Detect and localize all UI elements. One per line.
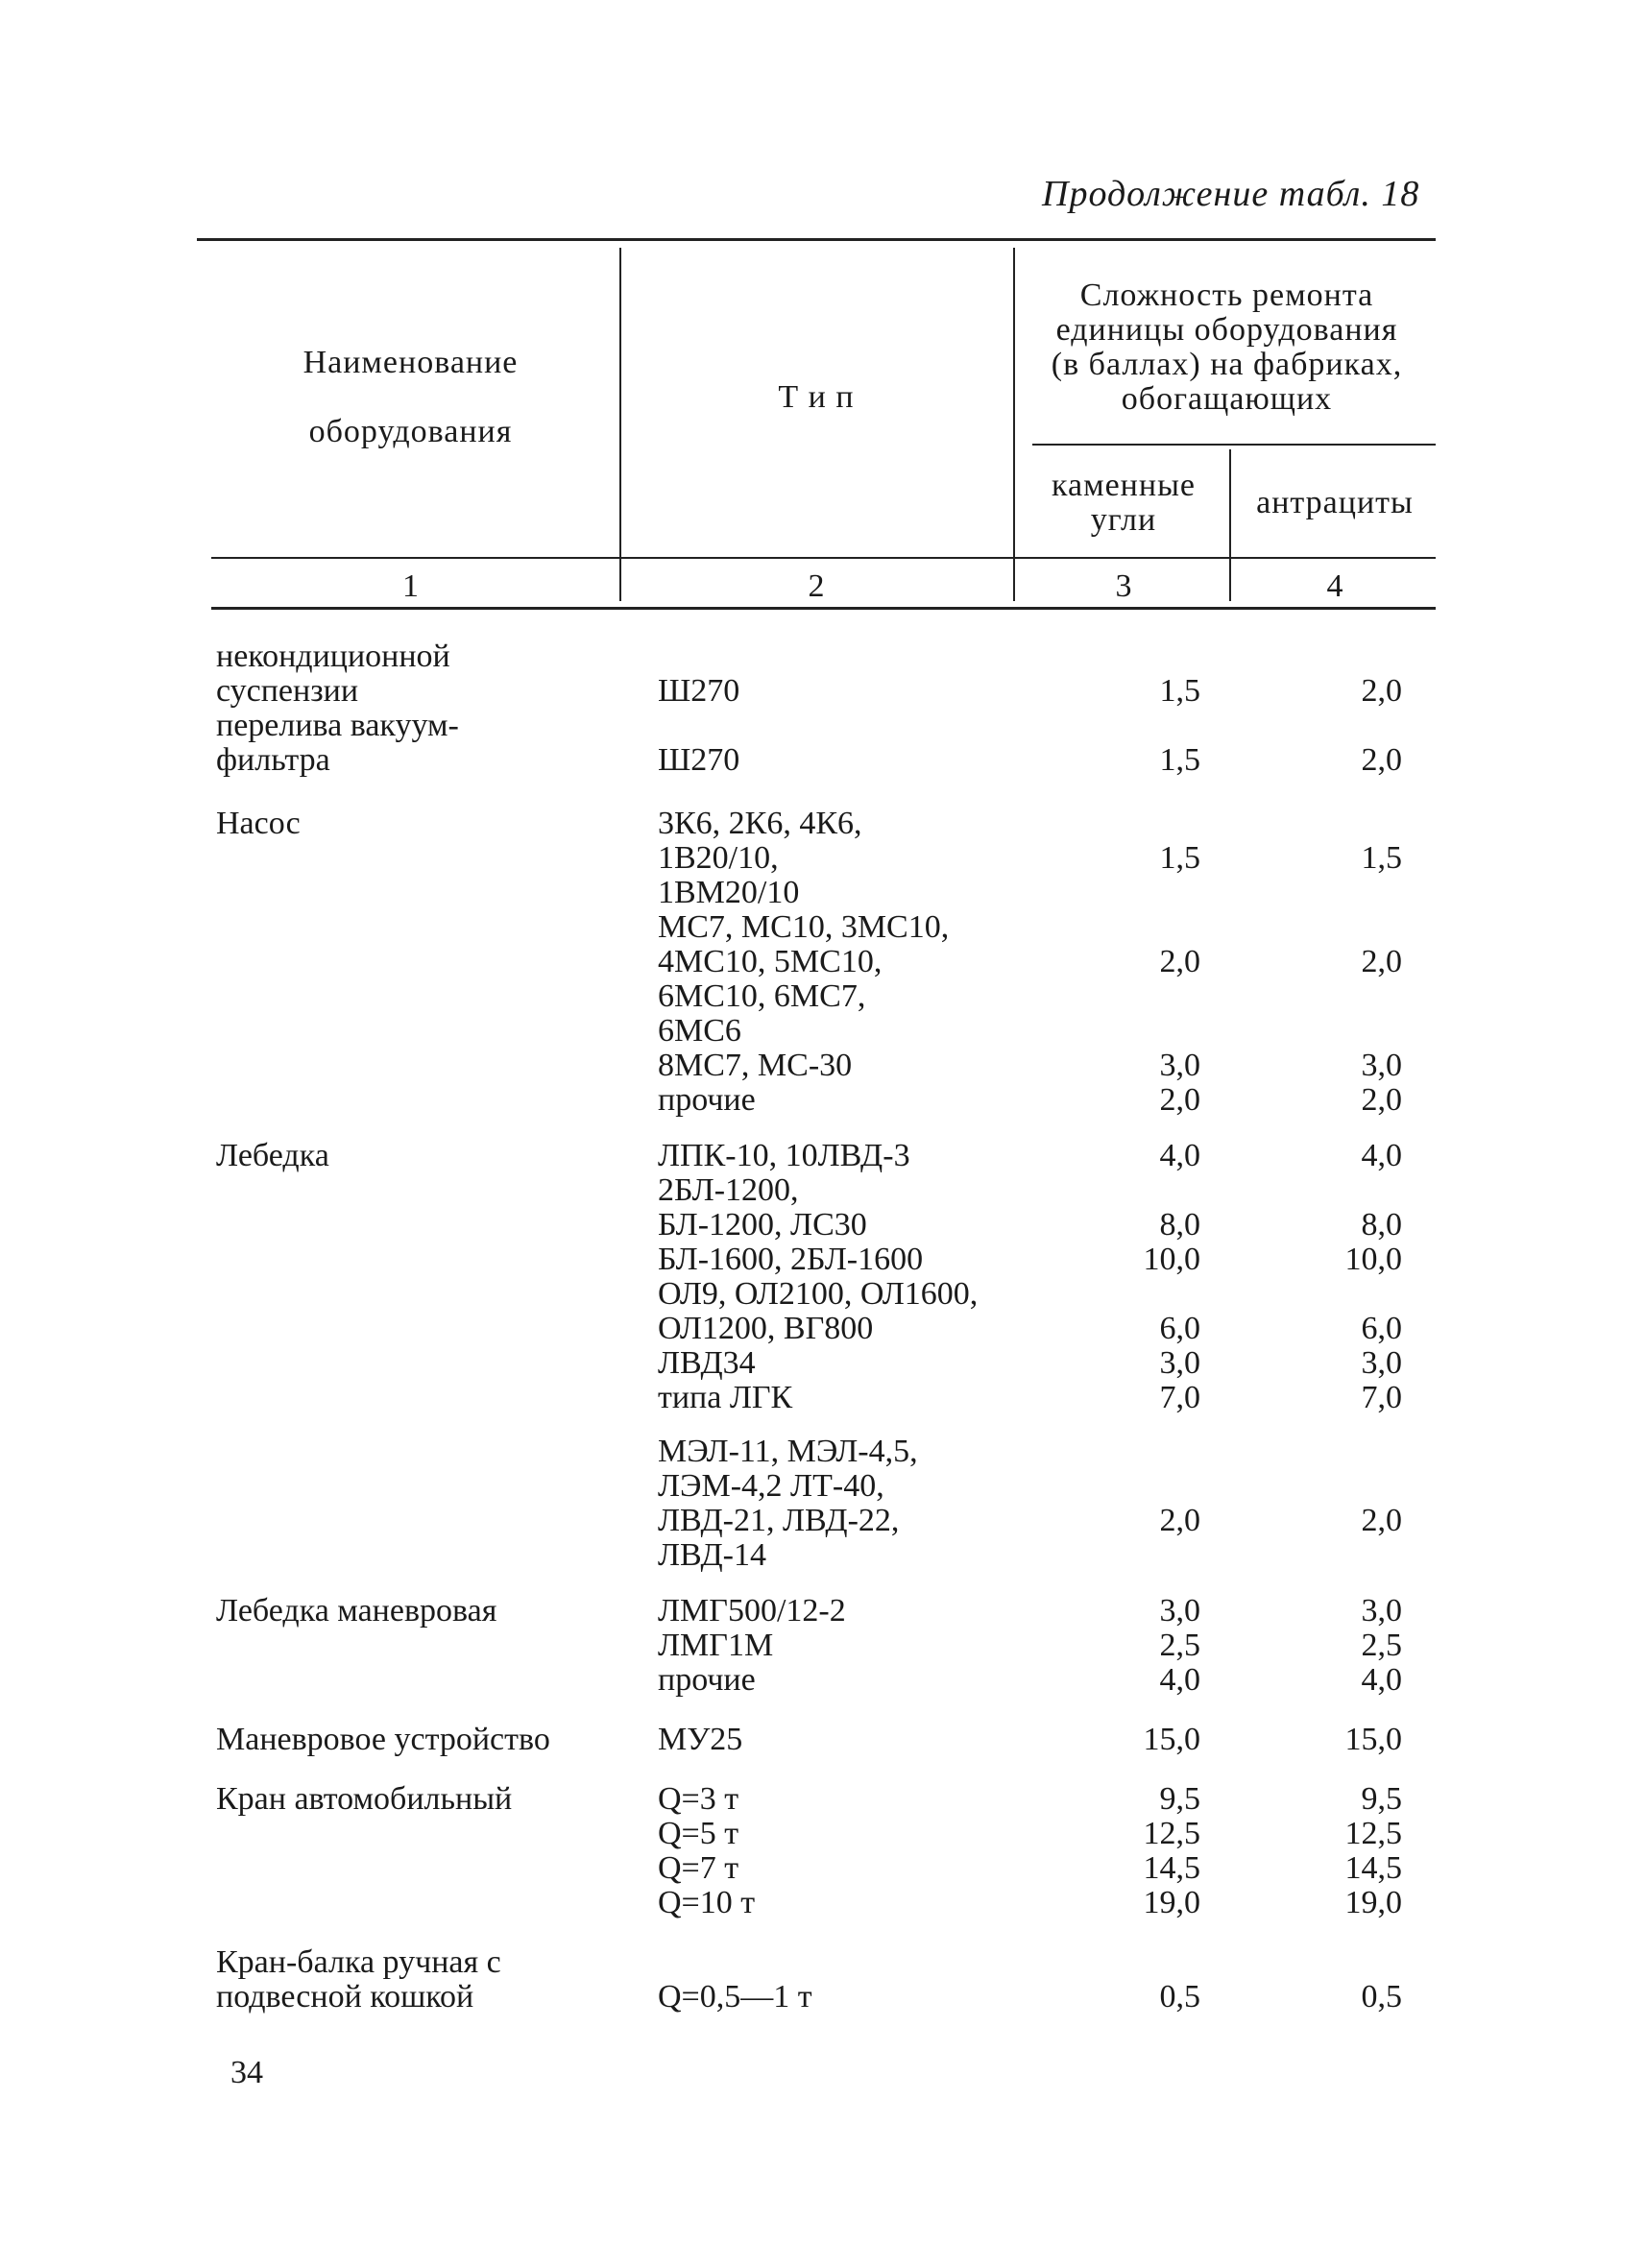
cell-coal-complexity: 12,5 <box>1143 1816 1200 1851</box>
cell-type: Ш270 <box>658 673 740 709</box>
table-caption: Продолжение табл. 18 <box>1042 174 1420 214</box>
cell-coal-complexity: 4,0 <box>1159 1662 1200 1698</box>
cell-anthracite-complexity: 8,0 <box>1361 1207 1402 1243</box>
cell-equipment-name: Лебедка <box>216 1138 329 1173</box>
cell-anthracite-complexity: 3,0 <box>1361 1593 1402 1629</box>
cell-equipment-name: подвесной кошкой <box>216 1979 474 2015</box>
cell-type: ЛМГ500/12-2 <box>658 1593 846 1629</box>
cell-equipment-name: перелива вакуум- <box>216 708 459 743</box>
cell-type: ОЛ1200, ВГ800 <box>658 1311 874 1346</box>
cell-type: ЛЭМ-4,2 ЛТ-40, <box>658 1468 884 1504</box>
cell-equipment-name: суспензии <box>216 673 359 709</box>
header-group-line4: обогащающих <box>1121 381 1333 417</box>
cell-anthracite-complexity: 3,0 <box>1361 1048 1402 1083</box>
cell-anthracite-complexity: 19,0 <box>1344 1885 1402 1920</box>
cell-type: МС7, МС10, 3МС10, <box>658 909 950 945</box>
cell-coal-complexity: 3,0 <box>1159 1345 1200 1381</box>
cell-type: МЭЛ-11, МЭЛ-4,5, <box>658 1434 918 1469</box>
cell-coal-complexity: 1,5 <box>1159 673 1200 709</box>
cell-anthracite-complexity: 2,0 <box>1361 944 1402 979</box>
cell-type: ЛПК-10, 10ЛВД-3 <box>658 1138 910 1173</box>
cell-anthracite-complexity: 14,5 <box>1344 1850 1402 1886</box>
cell-anthracite-complexity: 2,0 <box>1361 742 1402 778</box>
cell-type: прочие <box>658 1082 756 1118</box>
cell-type: прочие <box>658 1662 756 1698</box>
cell-type: Q=7 т <box>658 1850 739 1886</box>
column-number-4: 4 <box>1326 568 1343 604</box>
cell-coal-complexity: 3,0 <box>1159 1593 1200 1629</box>
header-group-line2: единицы оборудования <box>1055 312 1398 348</box>
cell-anthracite-complexity: 15,0 <box>1344 1722 1402 1757</box>
cell-anthracite-complexity: 1,5 <box>1361 840 1402 876</box>
cell-anthracite-complexity: 3,0 <box>1361 1345 1402 1381</box>
cell-type: 1В20/10, <box>658 840 779 876</box>
cell-type: ЛВД-14 <box>658 1537 766 1573</box>
column-number-1: 1 <box>402 568 419 604</box>
header-col1-line1: Наименование <box>302 345 519 380</box>
cell-anthracite-complexity: 12,5 <box>1344 1816 1402 1851</box>
cell-type: 8МС7, МС-30 <box>658 1048 853 1083</box>
cell-type: ЛМГ1М <box>658 1628 774 1663</box>
cell-anthracite-complexity: 6,0 <box>1361 1311 1402 1346</box>
cell-type: БЛ-1200, ЛС30 <box>658 1207 867 1243</box>
header-col2: Т и п <box>778 379 855 415</box>
header-subrule <box>1032 444 1436 446</box>
header-divider-3 <box>1229 449 1231 601</box>
cell-coal-complexity: 2,0 <box>1159 1082 1200 1118</box>
header-col3-line1: каменные <box>1051 468 1197 503</box>
cell-coal-complexity: 3,0 <box>1159 1048 1200 1083</box>
header-divider-2 <box>1013 248 1015 601</box>
cell-anthracite-complexity: 10,0 <box>1344 1242 1402 1277</box>
cell-type: Q=3 т <box>658 1781 739 1817</box>
cell-type: ЛВД-21, ЛВД-22, <box>658 1503 900 1538</box>
cell-coal-complexity: 2,0 <box>1159 1503 1200 1538</box>
cell-coal-complexity: 2,5 <box>1159 1628 1200 1663</box>
cell-coal-complexity: 6,0 <box>1159 1311 1200 1346</box>
column-number-2: 2 <box>808 568 825 604</box>
header-col4: антрациты <box>1256 485 1414 520</box>
cell-anthracite-complexity: 0,5 <box>1361 1979 1402 2015</box>
cell-type: ЛВД34 <box>658 1345 756 1381</box>
cell-coal-complexity: 15,0 <box>1143 1722 1200 1757</box>
cell-type: 6МС10, 6МС7, <box>658 978 866 1014</box>
cell-coal-complexity: 4,0 <box>1159 1138 1200 1173</box>
cell-coal-complexity: 8,0 <box>1159 1207 1200 1243</box>
cell-equipment-name: фильтра <box>216 742 330 778</box>
column-number-3: 3 <box>1115 568 1132 604</box>
cell-equipment-name: Маневровое устройство <box>216 1722 550 1757</box>
cell-anthracite-complexity: 7,0 <box>1361 1380 1402 1415</box>
cell-type: ОЛ9, ОЛ2100, ОЛ1600, <box>658 1276 979 1312</box>
cell-equipment-name: Насос <box>216 806 301 841</box>
cell-coal-complexity: 7,0 <box>1159 1380 1200 1415</box>
page-number: 34 <box>230 2055 263 2090</box>
cell-type: Q=0,5—1 т <box>658 1979 812 2015</box>
cell-coal-complexity: 0,5 <box>1159 1979 1200 2015</box>
cell-type: 6МС6 <box>658 1013 741 1049</box>
cell-anthracite-complexity: 2,0 <box>1361 1082 1402 1118</box>
cell-coal-complexity: 9,5 <box>1159 1781 1200 1817</box>
cell-type: Ш270 <box>658 742 740 778</box>
cell-equipment-name: Кран-балка ручная с <box>216 1944 501 1980</box>
cell-type: 3К6, 2К6, 4К6, <box>658 806 862 841</box>
cell-coal-complexity: 2,0 <box>1159 944 1200 979</box>
cell-coal-complexity: 14,5 <box>1143 1850 1200 1886</box>
header-divider-1 <box>619 248 621 601</box>
cell-anthracite-complexity: 9,5 <box>1361 1781 1402 1817</box>
header-group-line3: (в баллах) на фабриках, <box>1051 347 1403 382</box>
cell-type: типа ЛГК <box>658 1380 793 1415</box>
cell-anthracite-complexity: 2,0 <box>1361 673 1402 709</box>
header-group-line1: Сложность ремонта <box>1079 277 1374 313</box>
cell-equipment-name: Кран автомобильный <box>216 1781 513 1817</box>
cell-coal-complexity: 1,5 <box>1159 742 1200 778</box>
cell-coal-complexity: 1,5 <box>1159 840 1200 876</box>
cell-equipment-name: некондиционной <box>216 639 450 674</box>
cell-type: Q=10 т <box>658 1885 756 1920</box>
cell-type: 4МС10, 5МС10, <box>658 944 883 979</box>
cell-coal-complexity: 19,0 <box>1143 1885 1200 1920</box>
cell-equipment-name: Лебедка маневровая <box>216 1593 497 1629</box>
header-bottom-rule <box>211 557 1436 559</box>
cell-type: МУ25 <box>658 1722 743 1757</box>
cell-type: БЛ-1600, 2БЛ-1600 <box>658 1242 924 1277</box>
cell-type: Q=5 т <box>658 1816 739 1851</box>
cell-anthracite-complexity: 2,5 <box>1361 1628 1402 1663</box>
cell-anthracite-complexity: 2,0 <box>1361 1503 1402 1538</box>
header-col3-line2: угли <box>1090 502 1157 538</box>
cell-type: 1ВМ20/10 <box>658 875 800 910</box>
cell-type: 2БЛ-1200, <box>658 1172 799 1208</box>
header-col1-line2: оборудования <box>308 414 513 449</box>
column-number-rule <box>211 607 1436 610</box>
cell-coal-complexity: 10,0 <box>1143 1242 1200 1277</box>
cell-anthracite-complexity: 4,0 <box>1361 1138 1402 1173</box>
table-top-rule <box>197 238 1436 241</box>
cell-anthracite-complexity: 4,0 <box>1361 1662 1402 1698</box>
